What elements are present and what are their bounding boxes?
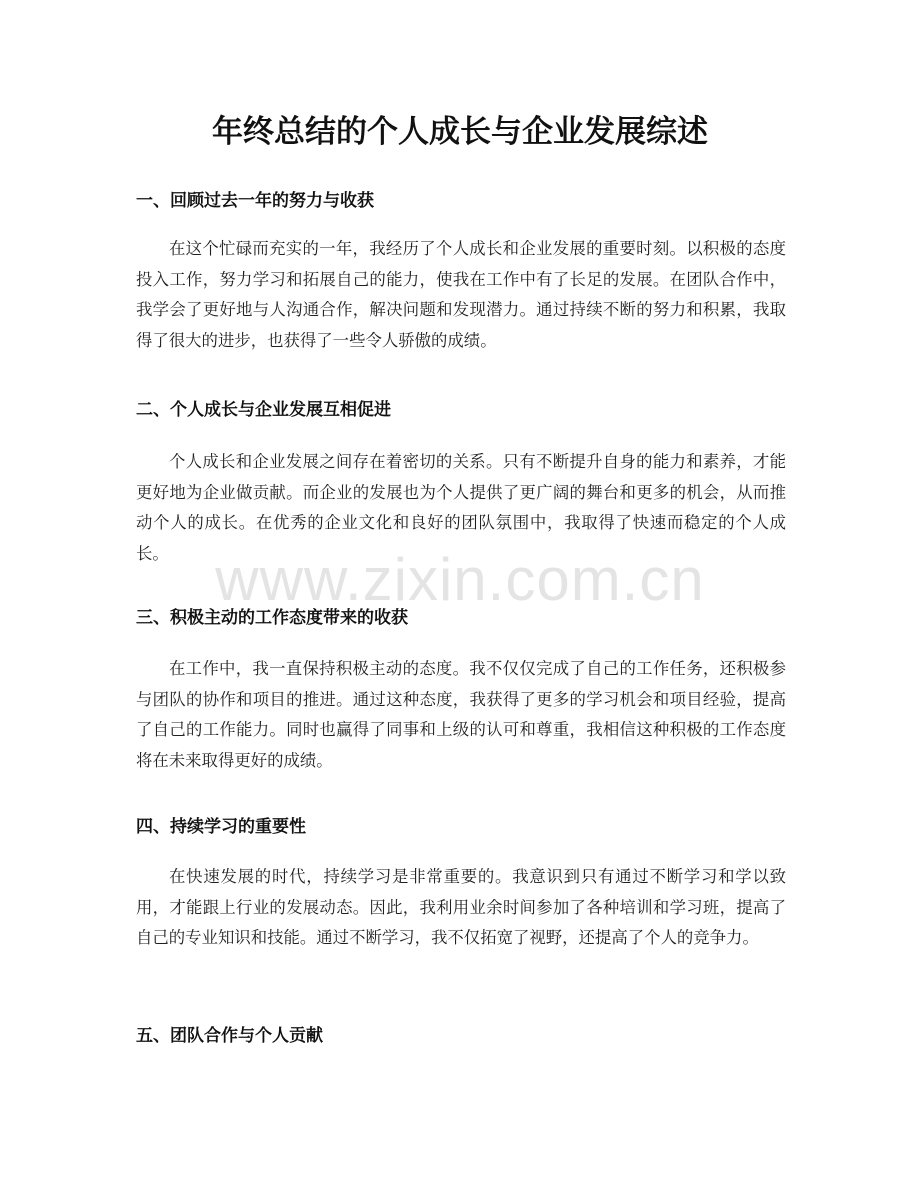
watermark: www.zixin.com.cn — [215, 546, 705, 613]
section-heading-3: 三、积极主动的工作态度带来的收获 — [136, 608, 408, 628]
section-heading-2: 二、个人成长与企业发展互相促进 — [136, 400, 391, 420]
section-heading-1: 一、回顾过去一年的努力与收获 — [136, 191, 374, 211]
section-paragraph-4: 在快速发展的时代，持续学习是非常重要的。我意识到只有通过不断学习和学以致用，才能跟上行业的发展动态。因此，我利用业余时间参加了各种培训和学习班，提高了自己的专业知识和技能。通过不断学习，我不仅拓宽了视野，还提高了个人的竞争力。 — [136, 867, 786, 947]
section-heading-4: 四、持续学习的重要性 — [136, 817, 306, 837]
section-heading-5: 五、团队合作与个人贡献 — [136, 1026, 323, 1046]
section-paragraph-2: 个人成长和企业发展之间存在着密切的关系。只有不断提升自身的能力和素养，才能更好地为企业做贡献。而企业的发展也为个人提供了更广阔的舞台和更多的机会，从而推动个人的成长。在优秀的企业文化和良好的团队氛围中，我取得了快速而稳定的个人成长。 — [136, 452, 786, 563]
section-paragraph-3: 在工作中，我一直保持积极主动的态度。我不仅仅完成了自己的工作任务，还积极参与团队的协作和项目的推进。通过这种态度，我获得了更多的学习机会和项目经验，提高了自己的工作能力。同时也赢得了同事和上级的认可和尊重，我相信这种积极的工作态度将在未来取得更好的成绩。 — [136, 659, 786, 770]
document-title: 年终总结的个人成长与企业发展综述 — [212, 114, 708, 150]
section-paragraph-1: 在这个忙碌而充实的一年，我经历了个人成长和企业发展的重要时刻。以积极的态度投入工作，努力学习和拓展自己的能力，使我在工作中有了长足的发展。在团队合作中，我学会了更好地与人沟通合作，解决问题和发现潜力。通过持续不断的努力和积累，我取得了很大的进步，也获得了一些令人骄傲的成绩。 — [136, 239, 786, 350]
